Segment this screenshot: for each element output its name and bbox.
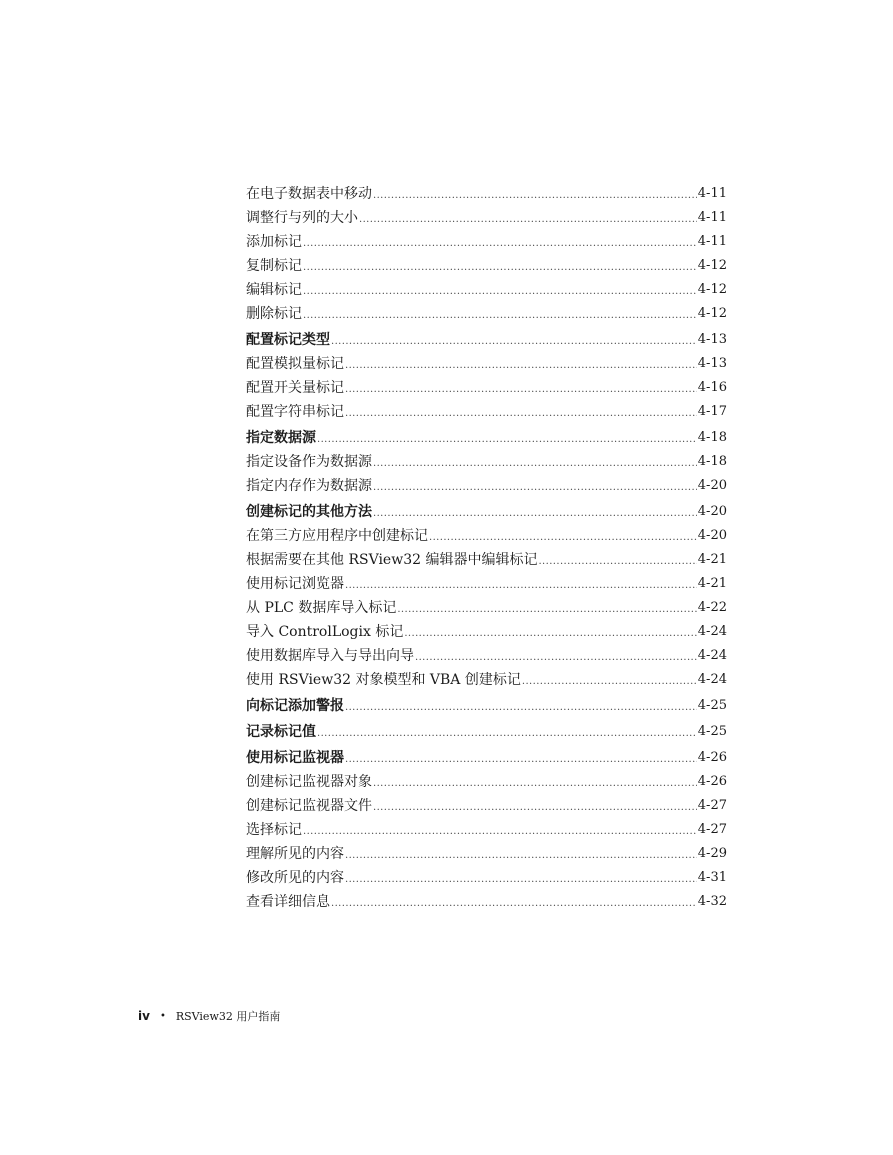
toc-entry[interactable] <box>246 522 727 546</box>
toc-leader-dots <box>303 260 697 276</box>
toc-entry-page: 4-24 <box>697 624 727 639</box>
toc-entry-page: 4-29 <box>697 846 727 861</box>
toc-entry-title: 配置模拟量标记 <box>246 356 344 372</box>
toc-entry[interactable] <box>246 276 727 300</box>
toc-entry-page: 4-27 <box>697 798 727 813</box>
toc-entry-title: 配置开关量标记 <box>246 380 344 396</box>
toc-entry-page: 4-13 <box>697 332 727 347</box>
toc-leader-dots <box>373 776 697 792</box>
toc-entry-page: 4-12 <box>697 258 727 273</box>
toc-entry[interactable] <box>246 594 727 618</box>
toc-entry-page: 4-13 <box>697 356 727 371</box>
toc-entry-title: 在电子数据表中移动 <box>246 186 372 202</box>
toc-entry[interactable] <box>246 816 727 840</box>
toc-entry-title: 从 PLC 数据库导入标记 <box>246 600 397 616</box>
toc-leader-dots <box>404 626 696 642</box>
toc-entry-title: 使用 RSView32 对象模型和 VBA 创建标记 <box>246 672 521 688</box>
toc-entry-page: 4-31 <box>697 870 727 885</box>
toc-leader-dots <box>303 824 697 840</box>
toc-entry[interactable] <box>246 888 727 912</box>
toc-entry-page: 4-11 <box>697 186 727 201</box>
toc-entry-title: 指定数据源 <box>246 430 316 446</box>
toc-entry-page: 4-17 <box>697 404 727 419</box>
footer-bullet: • <box>159 1010 166 1022</box>
toc-entry[interactable] <box>246 666 727 690</box>
toc-section-heading[interactable] <box>246 326 727 350</box>
toc-entry[interactable] <box>246 642 727 666</box>
toc-leader-dots <box>345 848 697 864</box>
toc-entry-page: 4-27 <box>697 822 727 837</box>
toc-entry-title: 使用标记浏览器 <box>246 576 344 592</box>
toc-entry-title: 在第三方应用程序中创建标记 <box>246 528 428 544</box>
toc-entry-page: 4-32 <box>697 894 727 909</box>
toc-entry-title: 添加标记 <box>246 234 302 250</box>
toc-section-heading[interactable] <box>246 692 727 716</box>
toc-section-heading[interactable] <box>246 744 727 768</box>
toc-entry[interactable] <box>246 864 727 888</box>
toc-entry-page: 4-11 <box>697 234 727 249</box>
toc-entry-title: 根据需要在其他 RSView32 编辑器中编辑标记 <box>246 552 538 568</box>
toc-entry-page: 4-12 <box>697 282 727 297</box>
toc-leader-dots <box>303 308 697 324</box>
toc-entry-title: 导入 ControlLogix 标记 <box>246 624 404 640</box>
toc-entry[interactable] <box>246 374 727 398</box>
toc-entry-page: 4-16 <box>697 380 727 395</box>
toc-leader-dots <box>303 284 697 300</box>
toc-entry[interactable] <box>246 768 727 792</box>
toc-leader-dots <box>373 506 697 522</box>
toc-leader-dots <box>373 480 697 496</box>
toc-entry[interactable] <box>246 350 727 374</box>
toc-entry-page: 4-12 <box>697 306 727 321</box>
toc-leader-dots <box>538 554 696 570</box>
toc-entry[interactable] <box>246 204 727 228</box>
toc-leader-dots <box>345 578 697 594</box>
toc-leader-dots <box>331 896 697 912</box>
toc-entry-title: 使用标记监视器 <box>246 750 344 766</box>
toc-entry-page: 4-24 <box>697 672 727 687</box>
toc-entry-page: 4-24 <box>697 648 727 663</box>
toc-entry[interactable] <box>246 570 727 594</box>
toc-entry-title: 查看详细信息 <box>246 894 330 910</box>
toc-entry-title: 删除标记 <box>246 306 302 322</box>
toc-leader-dots <box>397 602 696 618</box>
toc-leader-dots <box>373 188 697 204</box>
toc-leader-dots <box>373 800 697 816</box>
table-of-contents <box>246 180 727 912</box>
toc-entry-title: 创建标记的其他方法 <box>246 504 372 520</box>
toc-entry-page: 4-25 <box>697 698 727 713</box>
toc-leader-dots <box>345 406 697 422</box>
toc-entry[interactable] <box>246 300 727 324</box>
toc-section-heading[interactable] <box>246 498 727 522</box>
toc-leader-dots <box>415 650 697 666</box>
toc-leader-dots <box>303 236 697 252</box>
toc-entry-title: 记录标记值 <box>246 724 316 740</box>
toc-entry-title: 选择标记 <box>246 822 302 838</box>
toc-entry-page: 4-18 <box>697 430 727 445</box>
toc-leader-dots <box>345 872 697 888</box>
toc-entry[interactable] <box>246 792 727 816</box>
toc-leader-dots <box>522 674 697 690</box>
toc-entry[interactable] <box>246 252 727 276</box>
toc-entry-page: 4-26 <box>697 774 727 789</box>
toc-leader-dots <box>345 382 697 398</box>
page-footer <box>138 1008 280 1024</box>
toc-entry-title: 编辑标记 <box>246 282 302 298</box>
toc-entry-title: 创建标记监视器文件 <box>246 798 372 814</box>
toc-entry-page: 4-21 <box>697 552 727 567</box>
toc-leader-dots <box>345 358 697 374</box>
toc-section-heading[interactable] <box>246 718 727 742</box>
toc-entry[interactable] <box>246 180 727 204</box>
page-number: iv <box>138 1009 150 1023</box>
toc-entry[interactable] <box>246 398 727 422</box>
toc-entry-title: 理解所见的内容 <box>246 846 344 862</box>
toc-entry[interactable] <box>246 472 727 496</box>
toc-entry[interactable] <box>246 840 727 864</box>
toc-entry-page: 4-22 <box>697 600 727 615</box>
toc-leader-dots <box>317 726 697 742</box>
toc-entry-title: 配置标记类型 <box>246 332 330 348</box>
toc-entry-title: 创建标记监视器对象 <box>246 774 372 790</box>
toc-leader-dots <box>345 752 697 768</box>
toc-leader-dots <box>429 530 697 546</box>
toc-entry-title: 指定内存作为数据源 <box>246 478 372 494</box>
toc-entry-page: 4-20 <box>697 504 727 519</box>
toc-entry-title: 向标记添加警报 <box>246 698 344 714</box>
toc-entry[interactable] <box>246 618 727 642</box>
toc-entry-page: 4-20 <box>697 478 727 493</box>
toc-entry-title: 指定设备作为数据源 <box>246 454 372 470</box>
toc-leader-dots <box>345 700 697 716</box>
book-title: RSView32 用户指南 <box>175 1010 281 1023</box>
toc-entry-title: 配置字符串标记 <box>246 404 344 420</box>
toc-entry-page: 4-11 <box>697 210 727 225</box>
toc-entry-page: 4-20 <box>697 528 727 543</box>
toc-entry[interactable] <box>246 448 727 472</box>
toc-entry-title: 修改所见的内容 <box>246 870 344 886</box>
toc-leader-dots <box>373 456 697 472</box>
toc-entry-title: 复制标记 <box>246 258 302 274</box>
toc-entry[interactable] <box>246 228 727 252</box>
toc-leader-dots <box>331 334 697 350</box>
toc-entry-page: 4-18 <box>697 454 727 469</box>
toc-entry-page: 4-26 <box>697 750 727 765</box>
toc-section-heading[interactable] <box>246 424 727 448</box>
toc-leader-dots <box>359 212 697 228</box>
toc-entry-title: 使用数据库导入与导出向导 <box>246 648 414 664</box>
toc-entry-page: 4-25 <box>697 724 727 739</box>
toc-entry-page: 4-21 <box>697 576 727 591</box>
toc-leader-dots <box>317 432 697 448</box>
toc-entry[interactable] <box>246 546 727 570</box>
toc-entry-title: 调整行与列的大小 <box>246 210 358 226</box>
